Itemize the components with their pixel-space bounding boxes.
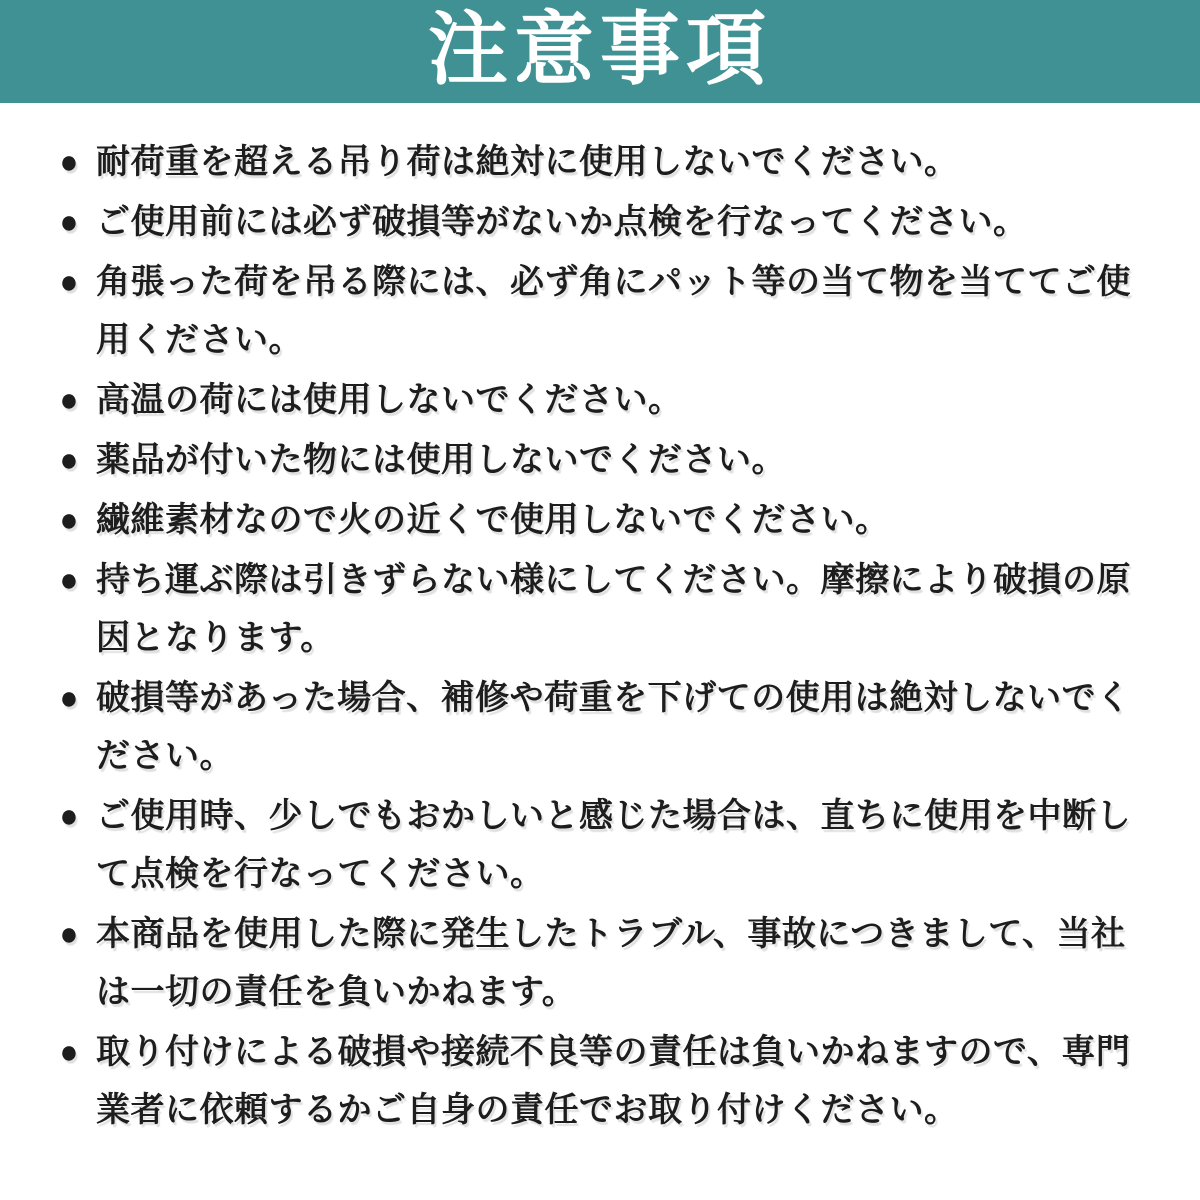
list-item — [58, 431, 1150, 489]
page-title: 注意事項 — [428, 4, 772, 94]
list-item — [58, 491, 1150, 549]
list-item — [58, 551, 1150, 667]
list-item — [58, 905, 1150, 1021]
bullet-icon: ● — [59, 679, 79, 717]
notice-text: 薬品が付いた物には使用しないでください。 — [96, 441, 786, 479]
bullet-icon: ● — [59, 501, 79, 539]
notice-text: 本商品を使用した際に発生したトラブル、事故につきまして、当社は一切の責任を負いかねます。 — [96, 915, 1126, 1011]
bullet-icon: ● — [59, 143, 79, 181]
bullet-icon: ● — [59, 797, 79, 835]
bullet-icon: ● — [59, 381, 79, 419]
list-item — [58, 133, 1150, 191]
list-item — [58, 371, 1150, 429]
notice-text: ご使用前には必ず破損等がないか点検を行なってください。 — [96, 203, 1028, 241]
bullet-icon: ● — [59, 203, 79, 241]
notice-list — [0, 103, 1200, 1139]
notice-text: ご使用時、少しでもおかしいと感じた場合は、直ちに使用を中断して点検を行なってください。 — [96, 797, 1131, 893]
bullet-icon: ● — [59, 1033, 79, 1071]
notice-text: 破損等があった場合、補修や荷重を下げての使用は絶対しないでください。 — [96, 679, 1131, 775]
notice-text: 耐荷重を超える吊り荷は絶対に使用しないでください。 — [96, 143, 959, 181]
header-banner — [0, 0, 1200, 103]
list-item — [58, 1023, 1150, 1139]
notice-text: 持ち運ぶ際は引きずらない様にしてください。摩擦により破損の原因となります。 — [96, 561, 1131, 657]
bullet-icon: ● — [59, 441, 79, 479]
list-item — [58, 193, 1150, 251]
bullet-icon: ● — [59, 263, 79, 301]
notice-text: 高温の荷には使用しないでください。 — [96, 381, 683, 419]
notice-text: 角張った荷を吊る際には、必ず角にパット等の当て物を当ててご使用ください。 — [96, 263, 1131, 359]
notice-text: 取り付けによる破損や接続不良等の責任は負いかねますので、専門業者に依頼するかご自身の責任でお取り付けください。 — [96, 1033, 1131, 1129]
bullet-icon: ● — [59, 915, 79, 953]
list-item — [58, 787, 1150, 903]
bullet-icon: ● — [59, 561, 79, 599]
list-item — [58, 253, 1150, 369]
list-item — [58, 669, 1150, 785]
notice-text: 繊維素材なので火の近くで使用しないでください。 — [96, 501, 890, 539]
